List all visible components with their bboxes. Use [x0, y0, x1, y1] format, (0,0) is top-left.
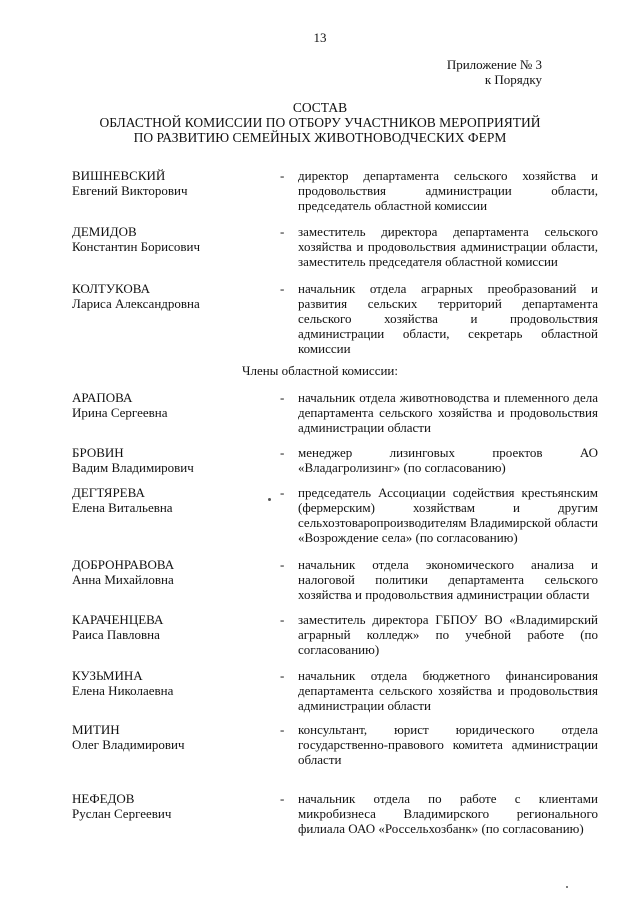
appendix-number: Приложение № 3 [446, 57, 542, 72]
person-surname: МИТИН [72, 722, 120, 737]
person-given-names: Олег Владимирович [72, 737, 185, 752]
person-surname: ДОБРОНРАВОВА [72, 557, 175, 572]
person-name [72, 281, 272, 311]
separator-dash: - [280, 281, 285, 296]
members-heading: Члены областной комиссии: [242, 363, 398, 378]
person-given-names: Евгений Викторович [72, 183, 188, 198]
document-title [0, 100, 640, 145]
appendix-note [447, 57, 542, 87]
appendix-reference: к Порядку [484, 72, 542, 87]
person-surname: ВИШНЕВСКИЙ [72, 168, 166, 183]
separator-dash: - [280, 224, 285, 239]
person-position: начальник отдела бюджетного финансирования департамента сельского хозяйства и продовольствия администрации области [298, 668, 598, 713]
person-given-names: Раиса Павловна [72, 627, 160, 642]
person-name [72, 168, 272, 198]
person-name [72, 791, 272, 821]
person-name [72, 668, 272, 698]
person-given-names: Елена Витальевна [72, 500, 173, 515]
person-name [72, 722, 272, 752]
person-surname: КУЗЬМИНА [72, 668, 143, 683]
person-name [72, 224, 272, 254]
title-line-1: СОСТАВ [292, 100, 348, 115]
person-position: директор департамента сельского хозяйства и продовольствия администрации области, председатель областной комиссии [298, 168, 598, 213]
person-name [72, 612, 272, 642]
scan-speck [566, 886, 568, 888]
page-number: 13 [313, 30, 327, 45]
separator-dash: - [280, 557, 285, 572]
separator-dash: - [280, 390, 285, 405]
person-position: начальник отдела животноводства и племенного дела департамента сельского хозяйства и продовольствия администрации области [298, 390, 598, 435]
person-surname: БРОВИН [72, 445, 124, 460]
person-surname: ДЕМИДОВ [72, 224, 137, 239]
person-given-names: Анна Михайловна [72, 572, 174, 587]
separator-dash: - [280, 445, 285, 460]
person-position: консультант, юрист юридического отдела государственно-правового комитета администрации области [298, 722, 598, 767]
scan-speck [268, 498, 271, 501]
person-given-names: Константин Борисович [72, 239, 200, 254]
person-name [72, 557, 272, 587]
person-surname: АРАПОВА [72, 390, 133, 405]
separator-dash: - [280, 168, 285, 183]
separator-dash: - [280, 668, 285, 683]
person-name [72, 485, 272, 515]
person-given-names: Ирина Сергеевна [72, 405, 168, 420]
person-position: начальник отдела по работе с клиентами микробизнеса Владимирского регионального филиала ОАО «Россельхозбанк» (по согласованию) [298, 791, 598, 836]
person-surname: ДЕГТЯРЕВА [72, 485, 145, 500]
separator-dash: - [280, 612, 285, 627]
person-position: начальник отдела аграрных преобразований и развития сельских территорий департамента сельского хозяйства и продовольствия администрации области, секретарь областной комиссии [298, 281, 598, 356]
person-given-names: Елена Николаевна [72, 683, 174, 698]
person-name [72, 445, 272, 475]
title-line-3: ПО РАЗВИТИЮ СЕМЕЙНЫХ ЖИВОТНОВОДЧЕСКИХ ФЕРМ [133, 130, 507, 145]
person-surname: НЕФЕДОВ [72, 791, 135, 806]
person-name [72, 390, 272, 420]
person-given-names: Руслан Сергеевич [72, 806, 172, 821]
person-position: менеджер лизинговых проектов АО «Владагролизинг» (по согласованию) [298, 445, 598, 475]
person-position: председатель Ассоциации содействия крестьянским (фермерским) хозяйствам и другим сельхозтоваропроизводителям Владимирской области «Возрождение села» (по согласованию) [298, 485, 598, 545]
separator-dash: - [280, 485, 285, 500]
person-given-names: Лариса Александровна [72, 296, 200, 311]
person-position: заместитель директора департамента сельского хозяйства и продовольствия администрации области, заместитель председателя областной комиссии [298, 224, 598, 269]
person-surname: КОЛТУКОВА [72, 281, 151, 296]
separator-dash: - [280, 722, 285, 737]
person-given-names: Вадим Владимирович [72, 460, 194, 475]
person-position: начальник отдела экономического анализа и налоговой политики департамента сельского хозяйства и продовольствия администрации области [298, 557, 598, 602]
separator-dash: - [280, 791, 285, 806]
title-line-2: ОБЛАСТНОЙ КОМИССИИ ПО ОТБОРУ УЧАСТНИКОВ МЕРОПРИЯТИЙ [99, 115, 541, 130]
person-position: заместитель директора ГБПОУ ВО «Владимирский аграрный колледж» по учебной работе (по согласованию) [298, 612, 598, 657]
person-surname: КАРАЧЕНЦЕВА [72, 612, 164, 627]
